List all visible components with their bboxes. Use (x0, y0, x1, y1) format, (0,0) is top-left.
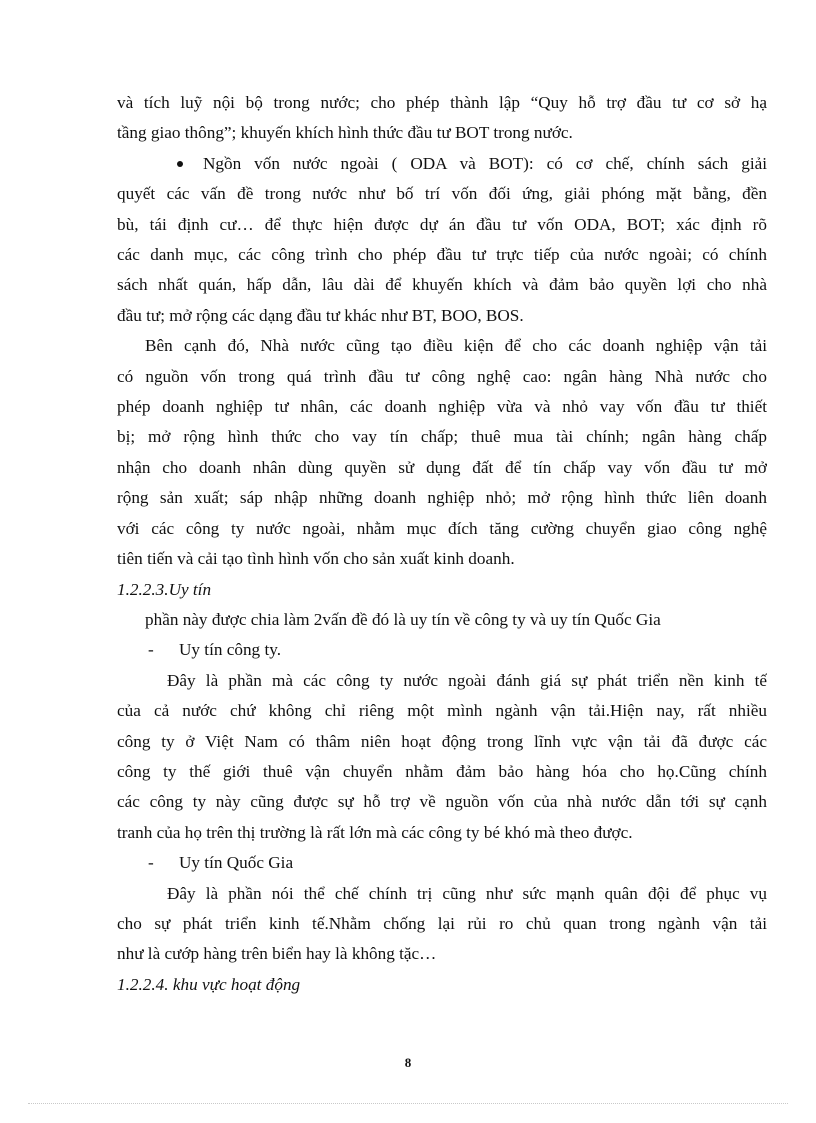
text-line: Ngồn vốn nước ngoài ( ODA và BOT): có cơ chế, chính sách giải (203, 153, 767, 173)
bullet-item (117, 149, 767, 179)
text-line: tầng giao thông”; khuyến khích hình thức đầu tư BOT trong nước. (117, 123, 573, 143)
text-line: như là cướp hàng trên biển hay là không tặc… (117, 944, 437, 964)
dash-icon: - (148, 640, 154, 660)
text-line: và tích luỹ nội bộ trong nước; cho phép thành lập “Quy hỗ trợ đầu tư cơ sở hạ (117, 93, 767, 112)
text-line: công ty ở Việt Nam có thâm niên hoạt động trong lĩnh vực vận tải đã được các (117, 731, 767, 751)
dash-icon: - (148, 853, 154, 873)
text-line: công ty thế giới thuê vận chuyển nhằm đảm bảo hàng hóa cho họ.Cũng chính (117, 761, 767, 781)
text-line: các công ty này cũng được sự hỗ trợ về nguồn vốn của nhà nước dẫn tới sự cạnh (117, 792, 767, 812)
text-line: có nguồn vốn trong quá trình đầu tư công nghệ cao: ngân hàng Nhà nước cho (117, 366, 767, 386)
text-line: của cả nước chứ không chỉ riêng một mình ngành vận tải.Hiện nay, rất nhiều (117, 701, 767, 721)
text-line: tiên tiến và cải tạo tình hình vốn cho sản xuất kinh doanh. (117, 549, 515, 569)
text-line: các danh mục, các công trình cho phép đầu tư trực tiếp của nước ngoài; có chính (117, 245, 767, 265)
text-line: bù, tái định cư… để thực hiện được dự án đầu tư vốn ODA, BOT; xác định rõ (117, 214, 767, 234)
text-line: bị; mở rộng hình thức cho vay tín chấp; thuê mua tài chính; ngân hàng chấp (117, 427, 767, 447)
footer-divider (28, 1103, 788, 1104)
page-number: 8 (404, 1055, 412, 1070)
section-heading: 1.2.2.4. khu vực hoạt động (117, 974, 301, 994)
text-line: Đây là phần nói thể chế chính trị cũng như sức mạnh quân đội để phục vụ (167, 883, 767, 903)
text-line: rộng sản xuất; sáp nhập những doanh nghiệp nhỏ; mở rộng hình thức liên doanh (117, 488, 767, 508)
bullet-icon (177, 161, 183, 167)
text-line: đầu tư; mở rộng các dạng đầu tư khác như BT, BOO, BOS. (117, 305, 524, 325)
dash-item-label: Uy tín Quốc Gia (179, 853, 294, 873)
text-line: tranh của họ trên thị trường là rất lớn mà các công ty bé khó mà theo được. (117, 822, 633, 842)
dash-item (117, 848, 767, 878)
text-line: phép doanh nghiệp tư nhân, các doanh nghiệp vừa và nhỏ vay vốn đầu tư thiết (117, 397, 767, 417)
section-heading: 1.2.2.3.Uy tín (117, 579, 212, 599)
text-line: quyết các vấn đề trong nước như bố trí vốn đối ứng, giải phóng mặt bằng, đền (117, 184, 767, 204)
text-line: cho sự phát triển kinh tế.Nhằm chống lại rủi ro chủ quan trong ngành vận tải (117, 913, 767, 933)
text-line: Bên cạnh đó, Nhà nước cũng tạo điều kiện để cho các doanh nghiệp vận tải (145, 336, 767, 356)
body-text (117, 88, 767, 1000)
text-line: sách nhất quán, hấp dẫn, lâu dài để khuyến khích và đảm bảo quyền lợi cho nhà (117, 275, 767, 295)
text-line: với các công ty nước ngoài, nhằm mục đích tăng cường chuyển giao công nghệ (117, 518, 767, 538)
text-line: Đây là phần mà các công ty nước ngoài đánh giá sự phát triển nền kinh tế (167, 670, 767, 690)
dash-item (117, 635, 767, 665)
dash-item-label: Uy tín công ty. (179, 640, 281, 660)
text-line: nhận cho doanh nhân dùng quyền sử dụng đất để tín chấp vay vốn đầu tư mở (117, 457, 767, 477)
text-line: phần này được chia làm 2vấn đề đó là uy tín về công ty và uy tín Quốc Gia (145, 609, 661, 629)
